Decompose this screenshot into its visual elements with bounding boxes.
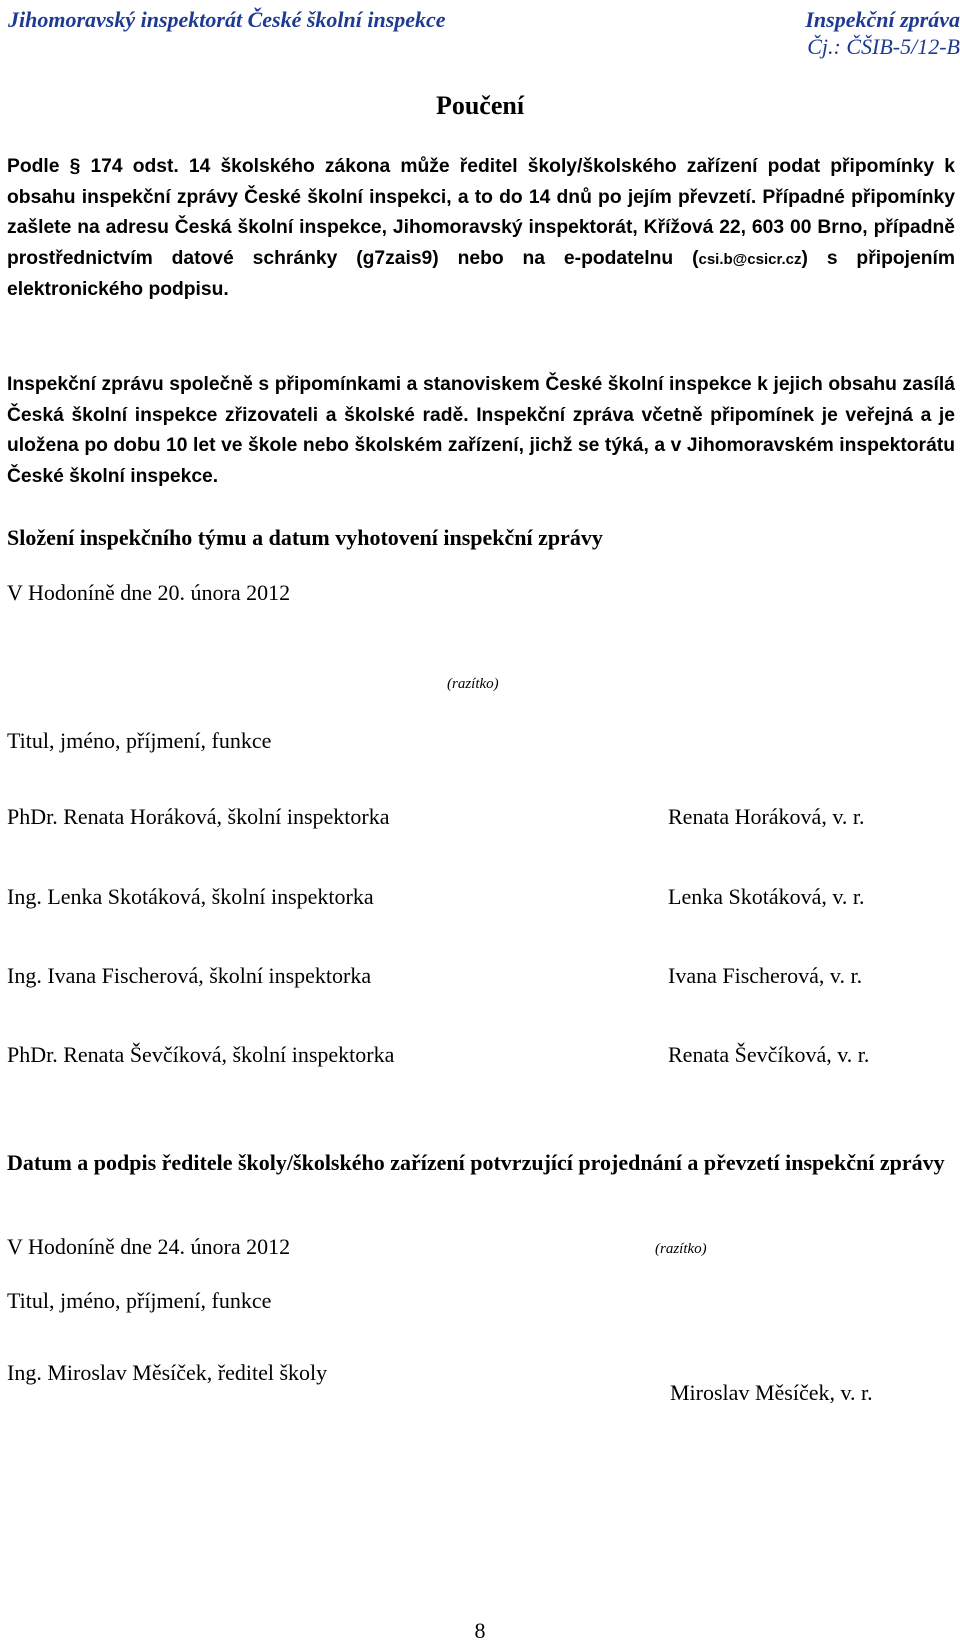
director-section-heading: Datum a podpis ředitele školy/školského zařízení potvrzující projednání a převzetí inspekční zprávy [7, 1150, 945, 1175]
member-name: Ing. Lenka Skotáková, školní inspektorka [7, 884, 374, 909]
header-office: Jihomoravský inspektorát České školní inspekce [8, 7, 446, 32]
member-signature: Renata Ševčíková, v. r. [668, 1042, 870, 1067]
member-name: PhDr. Renata Horáková, školní inspektorka [7, 804, 390, 829]
team-date: V Hodoníně dne 20. února 2012 [7, 580, 291, 605]
instruction-text: Podle § 174 odst. 14 školského zákona může ředitel školy/školského zařízení podat připomínky k obsahu inspekční zprávy České školní inspekci, a to do 14 dnů po jejím převzetí. Případné připomínky zašlete na adresu Česká školní inspekce, Jihomoravský inspektorát, Křížová 22, 603 00 Brno, případně prostřednictvím datové schránky (g7zais9) nebo na e-podatelnu ( [7, 156, 955, 269]
publication-paragraph: Inspekční zprávu společně s připomínkami a stanoviskem České školní inspekce k jejich obsahu zasílá Česká školní inspekce zřizovateli a školské radě. Inspekční zpráva včetně připomínek je veřejná a je uložena po dobu 10 let ve škole nebo školském zařízení, jichž se týká, a v Jihomoravském inspektorátu České školní inspekce. [7, 374, 955, 487]
director-stamp-label: (razítko) [655, 1241, 707, 1257]
member-name: Ing. Ivana Fischerová, školní inspektorka [7, 963, 372, 988]
member-signature: Lenka Skotáková, v. r. [668, 884, 865, 909]
page-number: 8 [474, 1618, 486, 1643]
instruction-text-end: ) s připojením elektronického podpisu. [7, 247, 955, 300]
director-signature: Miroslav Měsíček, v. r. [670, 1380, 873, 1405]
team-stamp-label: (razítko) [447, 676, 499, 692]
director-date: V Hodoníně dne 24. února 2012 [7, 1234, 291, 1259]
header-document-title: Inspekční zpráva [805, 7, 960, 32]
director-name: Ing. Miroslav Měsíček, ředitel školy [7, 1360, 328, 1385]
member-signature: Ivana Fischerová, v. r. [668, 963, 863, 988]
director-titul-label: Titul, jméno, příjmení, funkce [7, 1288, 272, 1313]
member-name: PhDr. Renata Ševčíková, školní inspektorka [7, 1042, 395, 1067]
team-titul-label: Titul, jméno, příjmení, funkce [7, 728, 272, 753]
instruction-paragraph [7, 152, 955, 306]
member-signature: Renata Horáková, v. r. [668, 804, 865, 829]
team-section-heading: Složení inspekčního týmu a datum vyhotovení inspekční zprávy [7, 525, 603, 550]
page-title: Poučení [435, 91, 525, 120]
email-link[interactable]: csi.b@csicr.cz [698, 250, 802, 268]
header-reference-number: Čj.: ČŠIB-5/12-B [807, 34, 960, 59]
header-document-info [760, 6, 960, 60]
